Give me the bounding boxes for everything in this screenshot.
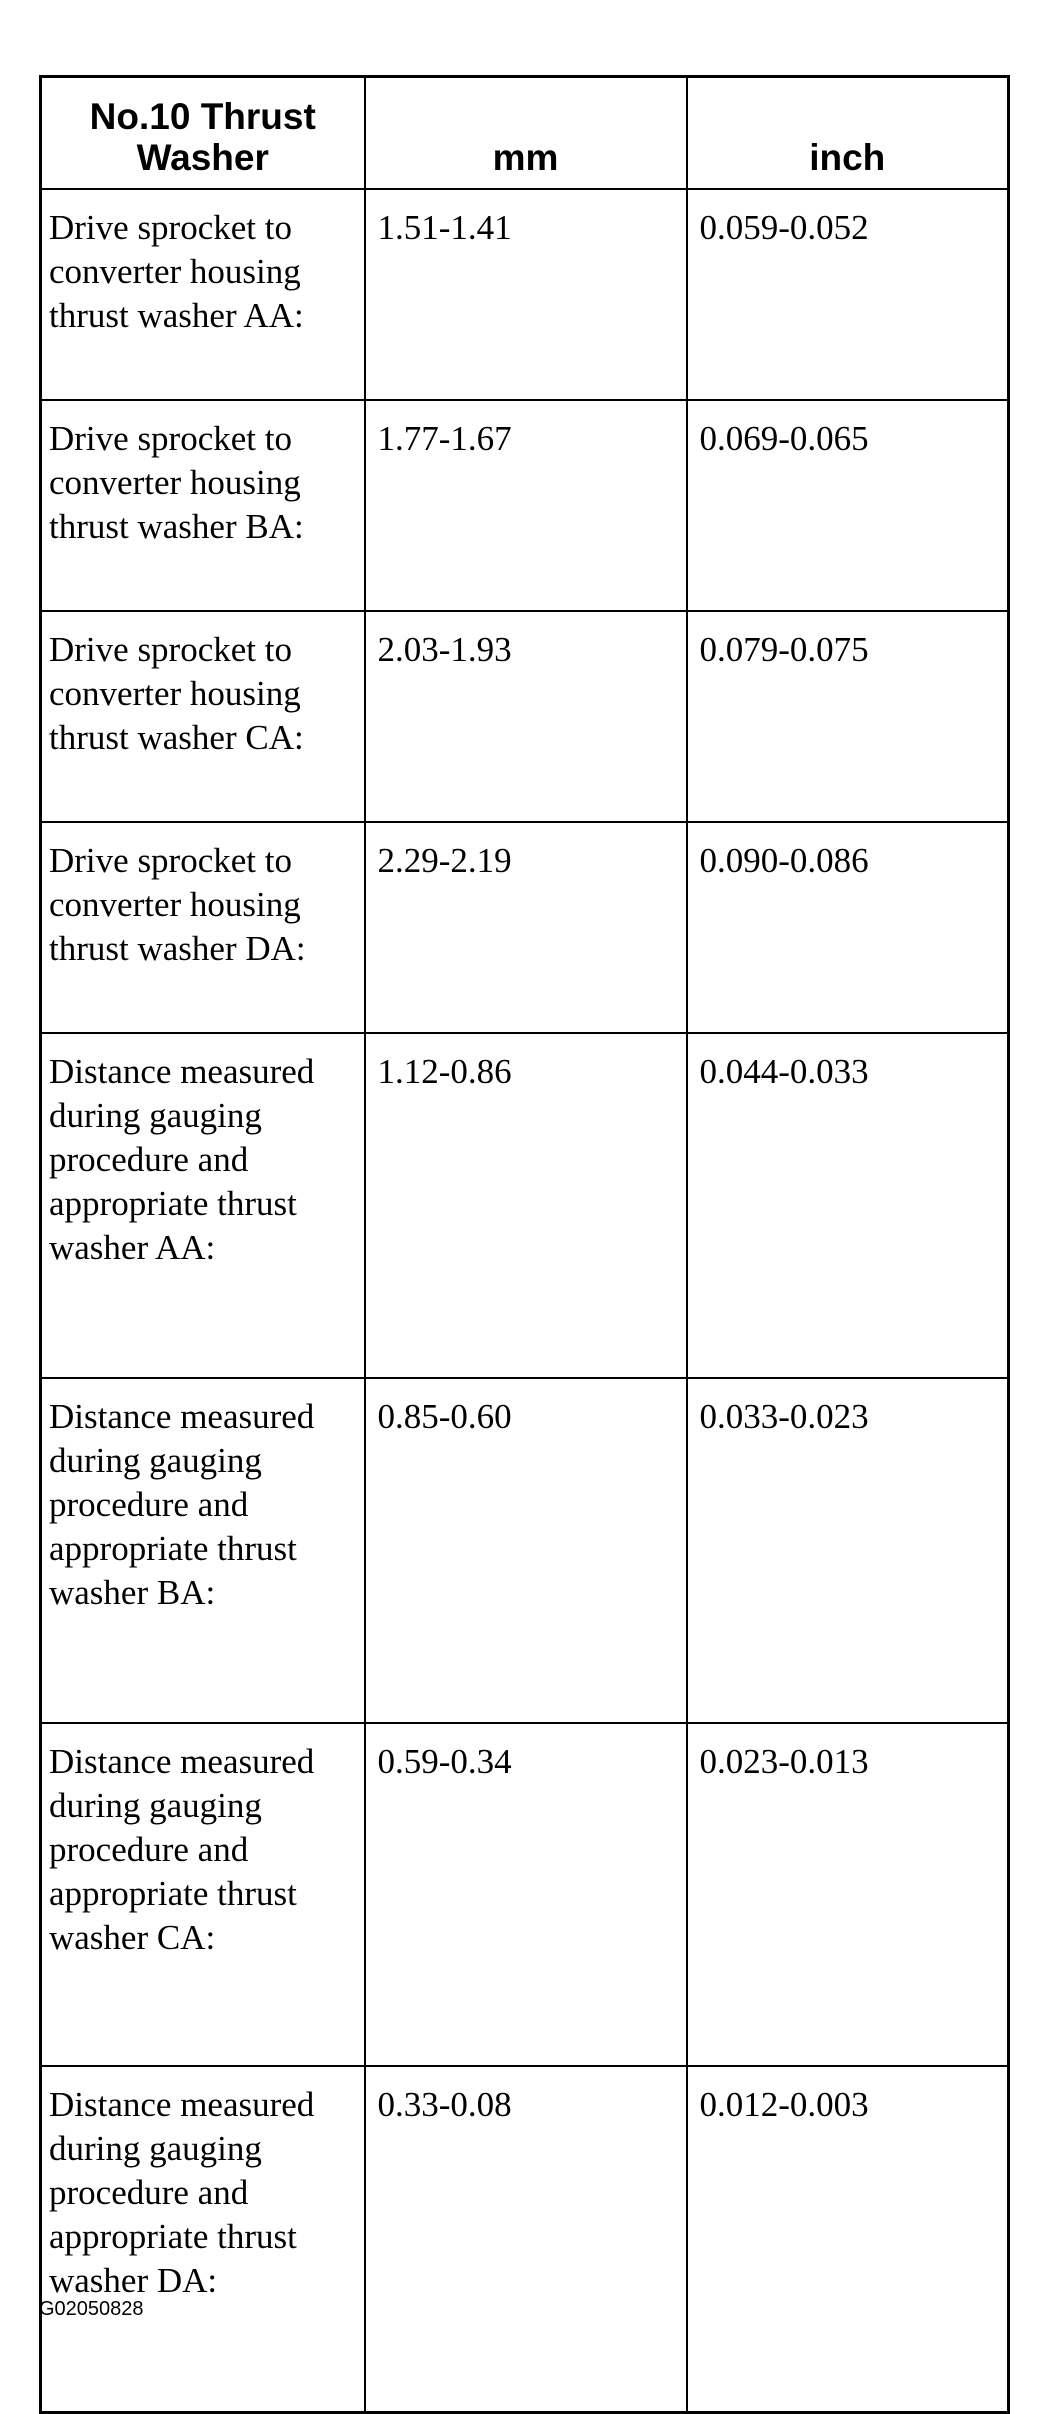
- row-inch-value: 0.023-0.013: [687, 1723, 1009, 2066]
- table-row: [41, 189, 1009, 400]
- row-description: Distance measured during gauging procedure and appropriate thrust washer CA:: [41, 1723, 365, 2066]
- table-row: [41, 1033, 1009, 1378]
- row-inch-value: 0.090-0.086: [687, 822, 1009, 1033]
- row-mm-value: 1.51-1.41: [365, 189, 687, 400]
- row-description: Drive sprocket to converter housing thrust washer DA:: [41, 822, 365, 1033]
- column-header-thrust-washer: No.10 Thrust Washer: [41, 77, 365, 190]
- row-inch-value: 0.044-0.033: [687, 1033, 1009, 1378]
- row-inch-value: 0.033-0.023: [687, 1378, 1009, 1723]
- table-row: [41, 1378, 1009, 1723]
- row-inch-value: 0.012-0.003: [687, 2066, 1009, 2413]
- row-mm-value: 0.59-0.34: [365, 1723, 687, 2066]
- row-description: Drive sprocket to converter housing thrust washer BA:: [41, 400, 365, 611]
- row-mm-value: 0.33-0.08: [365, 2066, 687, 2413]
- column-header-inch: inch: [687, 77, 1009, 190]
- row-description: Distance measured during gauging procedure and appropriate thrust washer BA:: [41, 1378, 365, 1723]
- row-description: Drive sprocket to converter housing thrust washer CA:: [41, 611, 365, 822]
- table-row: [41, 822, 1009, 1033]
- column-header-mm: mm: [365, 77, 687, 190]
- row-description: Distance measured during gauging procedure and appropriate thrust washer DA:: [41, 2066, 365, 2413]
- figure-code: G02050828: [39, 2298, 144, 2320]
- table-row: [41, 1723, 1009, 2066]
- thrust-washer-spec-table: [39, 75, 1010, 2414]
- row-mm-value: 0.85-0.60: [365, 1378, 687, 1723]
- row-mm-value: 1.12-0.86: [365, 1033, 687, 1378]
- row-inch-value: 0.069-0.065: [687, 400, 1009, 611]
- row-description: Drive sprocket to converter housing thrust washer AA:: [41, 189, 365, 400]
- table-row: [41, 2066, 1009, 2413]
- row-mm-value: 2.29-2.19: [365, 822, 687, 1033]
- table-row: [41, 400, 1009, 611]
- row-mm-value: 2.03-1.93: [365, 611, 687, 822]
- row-mm-value: 1.77-1.67: [365, 400, 687, 611]
- row-inch-value: 0.059-0.052: [687, 189, 1009, 400]
- table-row: [41, 611, 1009, 822]
- table-header-row: [41, 77, 1009, 190]
- row-inch-value: 0.079-0.075: [687, 611, 1009, 822]
- row-description: Distance measured during gauging procedure and appropriate thrust washer AA:: [41, 1033, 365, 1378]
